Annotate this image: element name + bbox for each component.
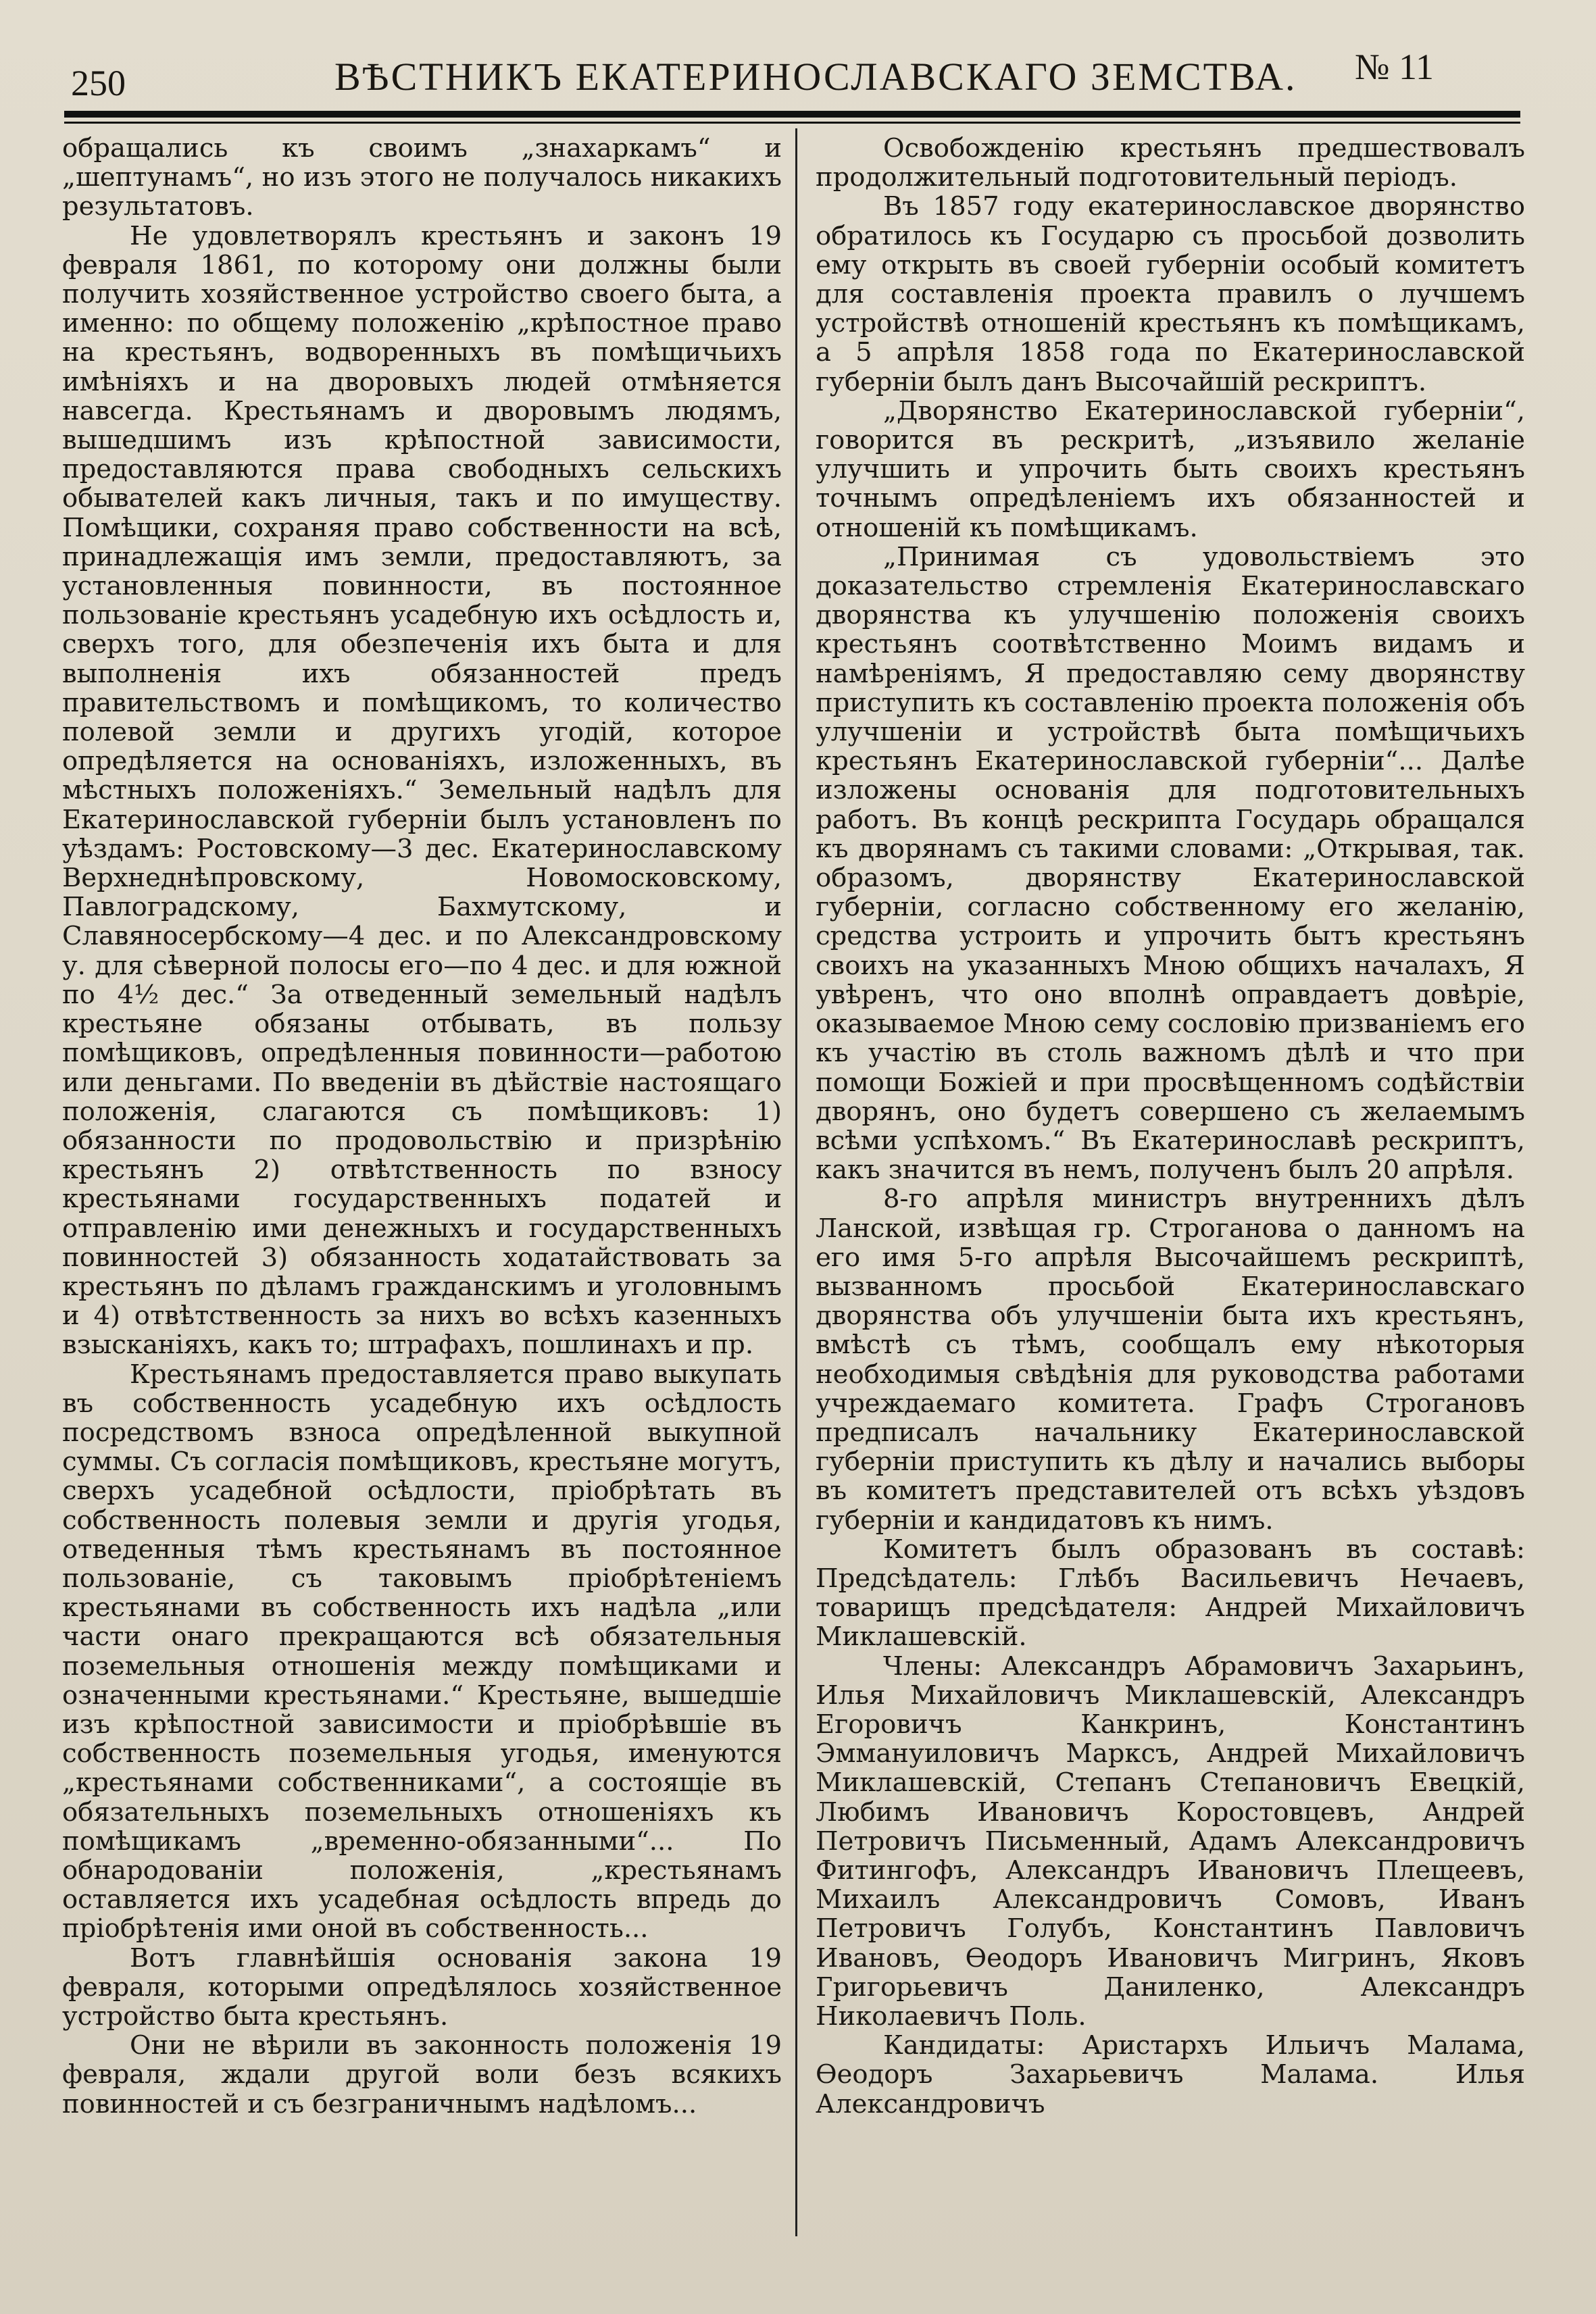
paragraph: 8-го апрѣля министръ внутреннихъ дѣлъ Ланской, извѣщая гр. Строганова о данномъ на его имя 5-го апрѣля Высочайшемъ рескриптѣ, вызванномъ просьбой Екатеринославскаго дворянства объ улучшеніи быта ихъ крестьянъ, вмѣстѣ съ тѣмъ, сообщалъ ему нѣкоторыя необходимыя свѣдѣнія для руководства работами учреждаемаго комитета. Графъ Строгановъ предписалъ начальнику Екатеринославской губерніи приступить къ дѣлу и начались выборы въ комитетъ представителей отъ всѣхъ уѣздовъ губерніи и кандидатовъ къ нимъ. (816, 1184, 1525, 1536)
paragraph: Члены: Александръ Абрамовичъ Захарьинъ, Илья Михайловичъ Миклашевскій, Александръ Егоровичъ Канкринъ, Константинъ Эммануиловичъ Марксъ, Андрей Михайловичъ Миклашевскій, Степанъ Степановичъ Евецкій, Любимъ Ивановичъ Коростовцевъ, Андрей Петровичъ Письменный, Адамъ Александровичъ Фитингофъ, Александръ Ивановичъ Плещеевъ, Михаилъ Александровичъ Сомовъ, Иванъ Петровичъ Голубъ, Константинъ Павловичъ Ивановъ, Ѳеодоръ Ивановичъ Мигринъ, Яковъ Григорьевичъ Даниленко, Александръ Николаевичъ Поль. (816, 1651, 1525, 2032)
paragraph: Комитетъ былъ образованъ въ составѣ: Предсѣдатель: Глѣбъ Васильевичъ Нечаевъ, товарищъ предсѣдателя: Андрей Михайловичъ Миклашевскій. (816, 1534, 1525, 1653)
journal-title: ВѢСТНИКЪ ЕКАТЕРИНОСЛАВСКАГО ЗЕМСТВА. (334, 55, 1297, 99)
paragraph: „Дворянство Екатеринославской губерніи“, говорится въ рескритѣ, „изъявило желаніе улучшить и упрочить быть своихъ крестьянъ точнымъ опредѣленіемъ ихъ обязанностей и отношеній къ помѣщикамъ. (816, 395, 1525, 543)
header-rule-thick (64, 111, 1520, 118)
header-rule-thin (64, 122, 1520, 124)
column-divider (795, 128, 797, 2236)
paragraph: Они не вѣрили въ законность положенія 19 февраля, ждали другой воли безъ всякихъ повинностей и съ безграничнымъ надѣломъ... (62, 2030, 782, 2119)
paragraph: Вотъ главнѣйшія основанія закона 19 февраля, которыми опредѣлялось хозяйственное устройство быта крестьянъ. (62, 1942, 782, 2032)
left-column (62, 134, 782, 2119)
page-number: 250 (71, 63, 126, 103)
paragraph: обращались къ своимъ „знахаркамъ“ и „шептунамъ“, но изъ этого не получалось никакихъ результатовъ. (62, 133, 782, 222)
paragraph: „Принимая съ удовольствіемъ это доказательство стремленія Екатеринославскаго дворянства къ улучшенію положенія своихъ крестьянъ соотвѣтственно Моимъ видамъ и намѣреніямъ, Я предоставляю сему дворянству приступить къ составленію проекта положенія объ улучшеніи и устройствѣ быта помѣщичьихъ крестьянъ Екатеринославской губерніи“... Далѣе изложены основанія для подготовительныхъ работъ. Въ концѣ рескрипта Государь обращался къ дворянамъ съ такими словами: „Открывая, так. образомъ, дворянству Екатеринославской губерніи, согласно собственному его желанію, средства устроить и упрочить бытъ крестьянъ своихъ на указанныхъ Мною общихъ началахъ, Я увѣренъ, что оно вполнѣ оправдаетъ довѣріе, оказываемое Мною сему сословію призваніемъ его къ участію въ столь важномъ дѣлѣ и что при помощи Божіей и при просвѣщенномъ содѣйствіи дворянъ, оно будетъ совершено съ желаемымъ всѣми успѣхомъ.“ Въ Екатеринославѣ рескриптъ, какъ значится въ немъ, полученъ былъ 20 апрѣля. (816, 541, 1525, 1186)
paragraph: Въ 1857 году екатеринославское дворянство обратилось къ Государю съ просьбой дозволить ему открыть въ своей губерніи особый комитетъ для составленія проекта правилъ о лучшемъ устройствѣ отношеній крестьянъ къ помѣщикамъ, а 5 апрѣля 1858 года по Екатеринославской губерніи былъ данъ Высочайшій рескриптъ. (816, 191, 1525, 397)
paragraph: Кандидаты: Аристархъ Ильичъ Малама, Ѳеодоръ Захарьевичъ Малама. Илья Александровичъ (816, 2030, 1525, 2119)
paragraph: Освобожденію крестьянъ предшествовалъ продолжительный подготовительный періодъ. (816, 133, 1525, 193)
paragraph: Не удовлетворялъ крестьянъ и законъ 19 февраля 1861, по которому они должны были получить хозяйственное устройство своего быта, а именно: по общему положенію „крѣпостное право на крестьянъ, водворенныхъ въ помѣщичьихъ имѣніяхъ и на дворовыхъ людей отмѣняется навсегда. Крестьянамъ и дворовымъ людямъ, вышедшимъ изъ крѣпостной зависимости, предоставляются права свободныхъ сельскихъ обывателей какъ личныя, такъ и по имуществу. Помѣщики, сохраняя право собственности на всѣ, принадлежащія имъ земли, предоставляютъ, за установленныя повинности, въ постоянное пользованіе крестьянъ усадебную ихъ осѣдлость и, сверхъ того, для обезпеченія ихъ быта и для выполненія ихъ обязанностей предъ правительствомъ и помѣщикомъ, то количество полевой земли и другихъ угодій, которое опредѣляется на основаніяхъ, изложенныхъ, въ мѣстныхъ положеніяхъ.“ Земельный надѣлъ для Екатеринославской губерніи былъ установленъ по уѣздамъ: Ростовскому—3 дес. Екатеринославскому Верхнеднѣпровскому, Новомосковскому, Павлоградскому, Бахмутскому, и Славяносербскому—4 дес. и по Александровскому у. для сѣверной полосы его—по 4 дес. и для южной по 4½ дес.“ За отведенный земельный надѣлъ крестьяне обязаны отбывать, въ пользу помѣщиковъ, опредѣленныя повинности—работою или деньгами. По введеніи въ дѣйствіе настоящаго положенія, слагаются съ помѣщиковъ: 1) обязанности по продовольствію и призрѣнію крестьянъ 2) отвѣтственность по взносу крестьянами государственныхъ податей и отправленію ими денежныхъ и государственныхъ повинностей 3) обязанность ходатайствовать за крестьянъ по дѣламъ гражданскимъ и уголовнымъ и 4) отвѣтственность за нихъ во всѣхъ казенныхъ взысканіяхъ, какъ то; штрафахъ, пошлинахъ и пр. (62, 220, 782, 1361)
right-column (816, 134, 1525, 2119)
issue-number: № 11 (1355, 47, 1435, 87)
paragraph: Крестьянамъ предоставляется право выкупать въ собственность усадебную ихъ осѣдлость посредствомъ взноса опредѣленной выкупной суммы. Съ согласія помѣщиковъ, крестьяне могутъ, сверхъ усадебной осѣдлости, пріобрѣтать въ собственность полевыя земли и другія угодья, отведенныя тѣмъ крестьянамъ въ постоянное пользованіе, съ таковымъ пріобрѣтеніемъ крестьянами въ собственность ихъ надѣла „или части онаго прекращаются всѣ обязательныя поземельныя отношенія между помѣщиками и означенными крестьянами.“ Крестьяне, вышедшіе изъ крѣпостной зависимости и пріобрѣвшіе въ собственность поземельныя угодья, именуются „крестьянами собственниками“, а состоящіе въ обязательныхъ поземельныхъ отношеніяхъ къ помѣщикамъ „временно-обязанными“... По обнародованіи положенія, „крестьянамъ оставляется ихъ усадебная осѣдлость впредь до пріобрѣтенія ими оной въ собственность... (62, 1359, 782, 1944)
